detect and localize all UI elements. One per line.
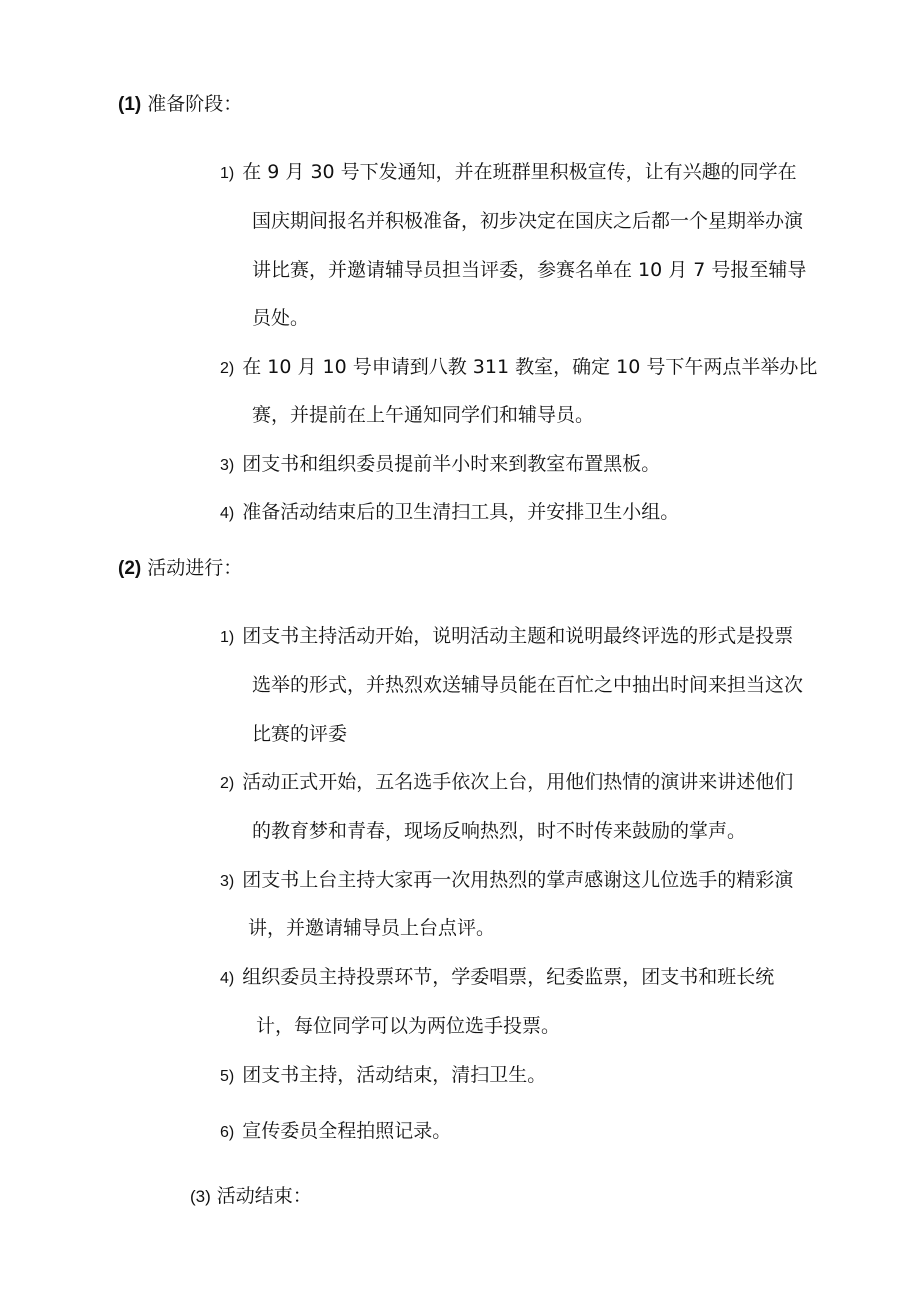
section-title: 活动结束： (216, 1185, 312, 1207)
item-line: 讲，并邀请辅导员上台点评。 (248, 917, 496, 939)
item-line: 团支书上台主持大家再一次用热烈的掌声感谢这儿位选手的精彩演 (242, 869, 794, 891)
list-item (220, 1051, 546, 1102)
item-line: 团支书和组织委员提前半小时来到教室布置黑板。 (242, 453, 661, 475)
item-number: 3) (220, 457, 235, 474)
section-number: (1) (118, 94, 142, 115)
item-number: 1) (220, 165, 235, 182)
list-item (220, 612, 793, 663)
item-number: 6) (220, 1124, 235, 1141)
item-line: 准备活动结束后的卫生清扫工具，并安排卫生小组。 (242, 501, 680, 523)
item-line: 比赛的评委 (252, 723, 348, 745)
list-item (220, 440, 660, 491)
item-line: 计，每位同学可以为两位选手投票。 (256, 1015, 561, 1037)
section-heading-2 (118, 556, 242, 581)
item-line: 团支书主持活动开始，说明活动主题和说明最终评选的形式是投票 (242, 625, 794, 647)
section-number: (2) (118, 558, 142, 579)
list-item (220, 758, 793, 809)
section-title: 准备阶段： (147, 93, 243, 115)
item-line: 讲比赛，并邀请辅导员担当评委，参赛名单在 10 月 7 号报至辅导 (252, 259, 807, 281)
item-line: 在 10 月 10 号申请到八教 311 教室，确定 10 号下午两点半举办比 (242, 356, 818, 378)
item-number: 5) (220, 1068, 235, 1085)
item-number: 4) (220, 970, 235, 987)
section-heading-1 (118, 92, 242, 117)
item-number: 2) (220, 360, 235, 377)
list-item (220, 953, 774, 1004)
item-line: 在 9 月 30 号下发通知，并在班群里积极宣传，让有兴趣的同学在 (242, 161, 797, 183)
item-line: 员处。 (252, 307, 310, 329)
item-line: 赛，并提前在上午通知同学们和辅导员。 (252, 404, 595, 426)
item-number: 4) (220, 505, 235, 522)
list-item (220, 343, 817, 394)
item-number: 3) (220, 873, 235, 890)
item-line: 选举的形式，并热烈欢送辅导员能在百忙之中抽出时间来担当这次 (252, 674, 804, 696)
section-title: 活动进行： (147, 557, 243, 579)
item-number: 1) (220, 629, 235, 646)
section-heading-3 (190, 1184, 312, 1209)
item-number: 2) (220, 775, 235, 792)
list-item (220, 1107, 451, 1158)
item-line: 宣传委员全程拍照记录。 (242, 1120, 452, 1142)
item-line: 组织委员主持投票环节，学委唱票，纪委监票，团支书和班长统 (242, 966, 775, 988)
list-item (220, 148, 797, 199)
item-line: 的教育梦和青春，现场反响热烈，时不时传来鼓励的掌声。 (252, 820, 747, 842)
item-line: 活动正式开始，五名选手依次上台，用他们热情的演讲来讲述他们 (242, 771, 794, 793)
item-line: 团支书主持，活动结束，清扫卫生。 (242, 1064, 547, 1086)
section-number: (3) (190, 1187, 211, 1206)
list-item (220, 488, 679, 539)
item-line: 国庆期间报名并积极准备，初步决定在国庆之后都一个星期举办演 (252, 210, 804, 232)
list-item (220, 856, 793, 907)
